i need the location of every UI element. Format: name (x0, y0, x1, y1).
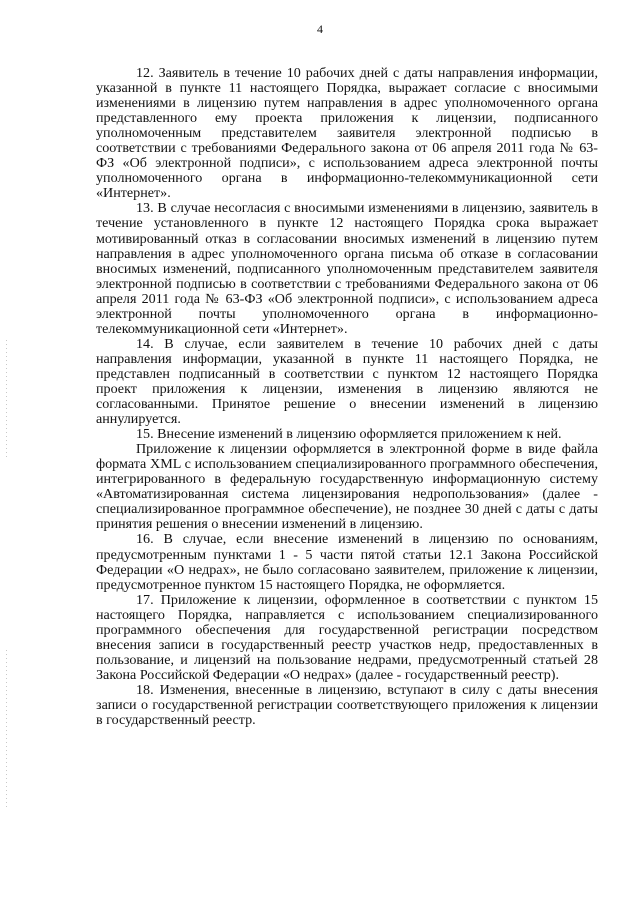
scan-edge-mark (6, 340, 7, 460)
document-body (96, 66, 598, 728)
paragraph-13: 13. В случае несогласия с вносимыми изменениями в лицензию, заявитель в течение установленного в пункте 12 настоящего Порядка срока выражает мотивированный отказ в согласовании вносимых изменений в лицензию путем направления в адрес уполномоченного органа письма об отказе в согласовании вносимых изменений, подписанного уполномоченным представителем заявителя электронной подписью в соответствии с требованиями Федерального закона от 06 апреля 2011 года № 63-ФЗ «Об электронной подписи», с использованием адреса электронной почты уполномоченного органа в информационно-телекоммуникационной сети «Интернет». (96, 200, 598, 337)
paragraph-16: 16. В случае, если внесение изменений в лицензию по основаниям, предусмотренным пунктами 1 - 5 части пятой статьи 12.1 Закона Российской Федерации «О недрах», не было согласовано заявителем, приложение к лицензии, предусмотренное пунктом 15 настоящего Порядка, не оформляется. (96, 531, 598, 593)
paragraph-17: 17. Приложение к лицензии, оформленное в соответствии с пунктом 15 настоящего Порядка, направляется с использованием специализированного программного обеспечения для государственной регистрации посредством внесения записи в государственный реестр участков недр, предоставленных в пользование, и лицензий на пользование недрами, предусмотренный статьей 28 Закона Российской Федерации «О недрах» (далее - государственный реестр). (96, 591, 598, 683)
paragraph-14: 14. В случае, если заявителем в течение 10 рабочих дней с даты направления информации, указанной в пункте 11 настоящего Порядка, не представлен подписанный в соответствии с пунктом 12 настоящего Порядка проект приложения к лицензии, изменения в лицензию являются не согласованными. Принятое решение о внесении изменений в лицензию аннулируется. (96, 335, 598, 428)
scan-edge-mark (6, 650, 7, 810)
paragraph-15-continued: Приложение к лицензии оформляется в электронной форме в виде файла формата XML с использованием специализированного программного обеспечения, интегрированного в федеральную государственную информационную систему «Автоматизированная система лицензирования недропользования» (далее - специализированное программное обеспечение), не позднее 30 дней с даты с даты принятия решения о внесении изменений в лицензию. (96, 441, 598, 533)
paragraph-15: 15. Внесение изменений в лицензию оформляется приложением к ней. (136, 426, 562, 443)
paragraph-18: 18. Изменения, внесенные в лицензию, вступают в силу с даты внесения записи о государственной регистрации соответствующего приложения к лицензии в государственный реестр. (96, 681, 598, 729)
paragraph-12: 12. Заявитель в течение 10 рабочих дней с даты направления информации, указанной в пункте 11 настоящего Порядка, выражает согласие с вносимыми изменениями в лицензию путем направления в адрес уполномоченного органа представленного ему проекта приложения к лицензии, подписанного уполномоченным представителем заявителя электронной подписью в соответствии с требованиями Федерального закона от 06 апреля 2011 года № 63-ФЗ «Об электронной подписи», с использованием адреса электронной почты уполномоченного органа в информационно-телекоммуникационной сети «Интернет». (96, 65, 598, 202)
page-number: 4 (317, 22, 323, 36)
